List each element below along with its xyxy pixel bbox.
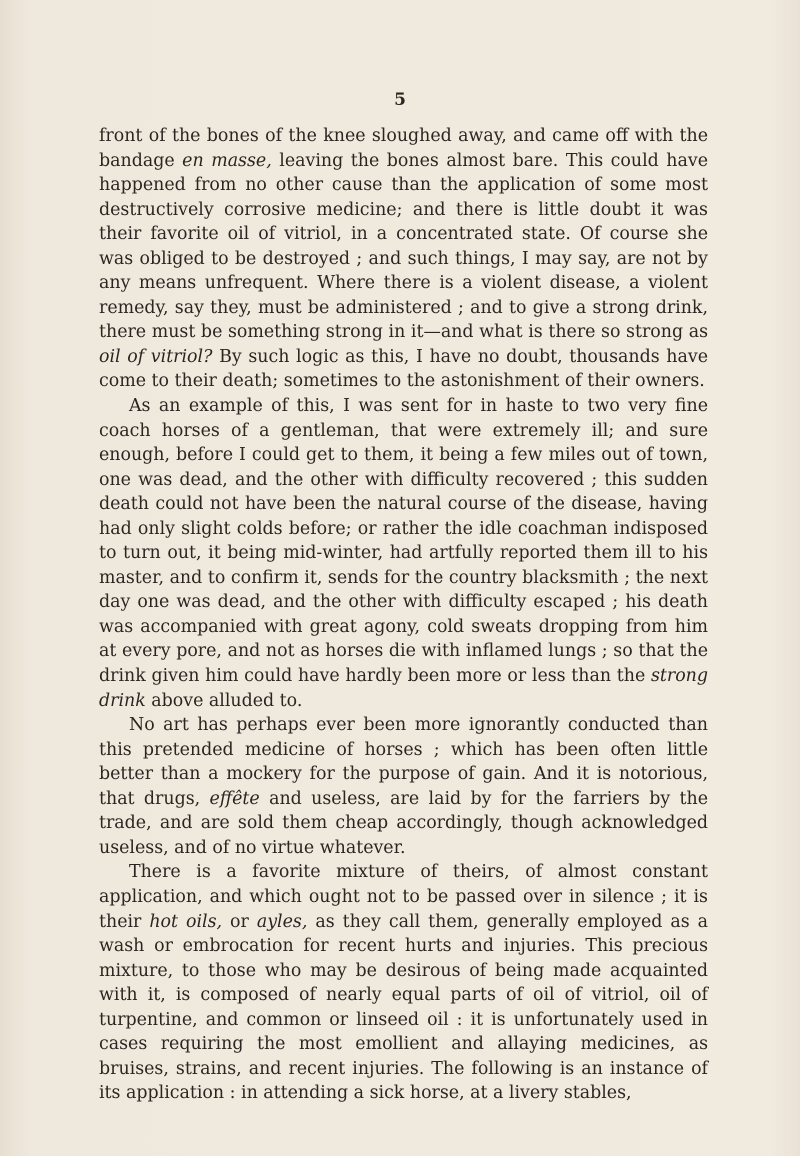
text-segment: By such logic as this, I have no doubt, thousands have come to their death; sometimes to the astonishment of their owners. xyxy=(99,346,708,392)
text-segment: front of the bones of the knee sloughed away, and came off with the bandage xyxy=(99,126,708,171)
paragraph xyxy=(99,124,708,394)
text-segment: above alluded to. xyxy=(145,690,303,711)
italic-text-segment: en masse, xyxy=(182,150,272,171)
text-segment: as they call them, generally employed as a wash or embrocation for recent hurts and injuries. This precious mixture, to those who may be desirous of being made acquainted with it, is composed of nearly equal parts of oil of vitriol, oil of turpentine, and common or linseed oil : it is unfortunately used in cases requiring the most emollient and allaying medicines, as bruises, strains, and recent injuries. The following is an instance of its application : in attending a sick horse, at a livery stables, xyxy=(99,911,709,1104)
text-segment: and useless, are laid by for the farriers by the trade, and are sold them cheap accordingly, though acknowledged useless, and of no virtue whatever. xyxy=(99,788,708,858)
italic-text-segment: ayles, xyxy=(256,911,308,932)
text-segment: There is a favorite mixture of theirs, of almost constant application, and which ought not to be passed over in silence ; it is their xyxy=(99,862,708,932)
body-text xyxy=(99,124,708,1106)
italic-text-segment: oil of vitriol? xyxy=(99,346,213,367)
text-segment: As an example of this, I was sent for in haste to two very fine coach horses of a gentleman, that were extremely ill; and sure enough, before I could get to them, it being a few miles out of town, one was dead, and the other with difficulty recovered ; this sudden death could not have been the natural course of the disease, having had only slight colds before; or rather the idle coachman indisposed to turn out, it being mid-winter, had artfully reported them ill to his master, and to confirm it, sends for the country blacksmith ; the next day one was dead, and the other with difficulty escaped ; his death was accompanied with great agony, cold sweats dropping from him at every pore, and not as horses die with inflamed lungs ; so that the drink given him could have hardly been more or less than the xyxy=(99,396,708,687)
text-segment: leaving the bones almost bare. This could have happened from no other cause than the application of some most destructively corrosive medicine; and there is little doubt it was their favorite oil of vitriol, in a concentrated state. Of course she was obliged to be destroyed ; and such things, I may say, are not by any means unfrequent. Where there is a violent disease, a violent remedy, say they, must be administered ; and to give a strong drink, there must be something strong in it—and what is there so strong as xyxy=(99,150,708,343)
paragraph xyxy=(99,713,708,860)
italic-text-segment: strong drink xyxy=(99,666,708,711)
italic-text-segment: hot oils, xyxy=(149,911,223,932)
italic-text-segment: effête xyxy=(209,788,260,809)
page-number: 5 xyxy=(394,90,406,110)
paragraph xyxy=(99,860,708,1105)
paragraph xyxy=(99,394,708,713)
text-segment: or xyxy=(222,911,257,932)
text-segment: No art has perhaps ever been more ignorantly conducted than this pretended medicine of horses ; which has been often little better than a mockery for the purpose of gain. And it is notorious, that drugs, xyxy=(99,715,708,809)
